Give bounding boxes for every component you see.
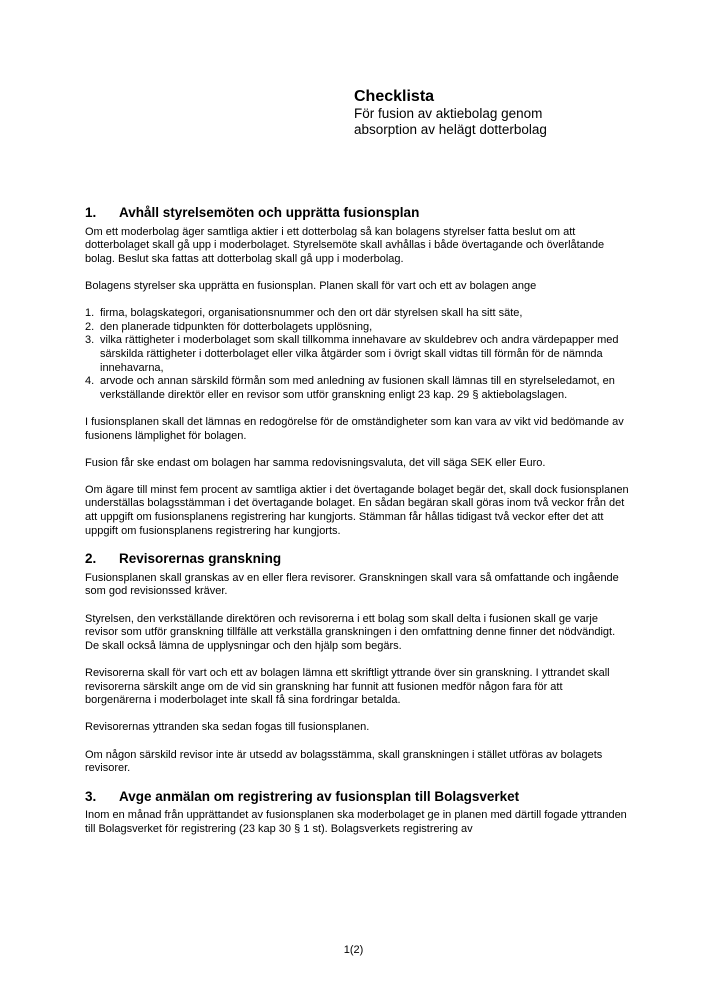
paragraph: Inom en månad från upprättandet av fusionsplanen ska moderbolaget ge in planen med därtill fogade yttranden till Bolagsverket för registrering (23 kap 30 § 1 st). Bolagsverkets registrering av xyxy=(85,809,627,835)
section-3 xyxy=(85,790,630,837)
paragraph: Bolagens styrelser ska upprätta en fusionsplan. Planen skall för vart och ett av bolagen ange xyxy=(85,279,537,292)
list-text: arvode och annan särskild förmån som med anledning av fusionen skall lämnas till en styrelseledamot, en verkställande direktör eller en revisor som utför granskning enligt 23 kap. 29 § aktiebolagslagen. xyxy=(100,375,615,401)
paragraph: I fusionsplanen skall det lämnas en redogörelse för de omständigheter som kan vara av vikt vid bedömande av fusionens lämplighet för bolagen. xyxy=(85,415,624,442)
list-number: 4. xyxy=(85,375,95,388)
paragraph: Om någon särskild revisor inte är utsedd av bolagsstämma, skall granskningen i stället utföras av bolagets revisorer. xyxy=(85,748,603,775)
document-title: Checklista xyxy=(354,88,435,105)
section-number: 1. xyxy=(85,205,97,220)
list-item xyxy=(85,307,630,321)
list-number: 3. xyxy=(85,334,95,347)
paragraph: Om ägare till minst fem procent av samtliga aktier i det övertagande bolaget begär det, skall dock fusionsplanen underställas bolagsstämman i det övertagande bolaget. En sådan begäran skall göras inom två veckor från det att uppgift om fusionsplanens registrering har kungjorts. Stämman får hållas tidigast två veckor efter det att uppgift om fusionsplanens registrering har kungjorts. xyxy=(85,483,629,537)
section-1 xyxy=(85,206,630,538)
paragraph: Styrelsen, den verkställande direktören och revisorerna i ett bolag som skall delta i fusionen skall ge varje revisor som utför granskning tillfälle att verkställa granskningen i den omfattning denne finner det nödvändigt. De skall också lämna de upplysningar och den hjälp som begärs. xyxy=(85,612,616,652)
list-text: firma, bolagskategori, organisationsnummer och den ort där styrelsen skall ha sitt säte, xyxy=(100,307,523,320)
document-subtitle: För fusion av aktiebolag genom absorption av helägt dotterbolag xyxy=(354,106,547,137)
list-number: 2. xyxy=(85,320,95,333)
document-header xyxy=(354,87,684,138)
paragraph: Revisorerna skall för vart och ett av bolagen lämna ett skriftligt yttrande över sin granskning. I yttrandet skall revisorerna särskilt ange om de vid sin granskning har funnit att fusionen medför någon fara för att borgenärerna i moderbolaget inte skall få sina fordringar betalda. xyxy=(85,667,610,707)
paragraph: Om ett moderbolag äger samtliga aktier i ett dotterbolag så kan bolagens styrelser fatta beslut om att dotterbolaget skall gå upp i moderbolaget. Styrelsemöte skall avhållas i både övertagande och överlåtande bolag. Beslut ska fattas att dotterbolag skall gå upp i moderbolag. xyxy=(85,225,605,265)
list-text: vilka rättigheter i moderbolaget som skall tillkomma innehavare av skuldebrev och andra värdepapper med särskilda rättigheter i dotterbolaget eller vilka åtgärder som i övrigt skall vidtas till förmån för de nämnda innehavarna, xyxy=(100,334,619,374)
list-text: den planerade tidpunkten för dotterbolagets upplösning, xyxy=(100,320,373,333)
list-item xyxy=(85,321,630,335)
paragraph: Revisorernas yttranden ska sedan fogas till fusionsplanen. xyxy=(85,721,370,734)
section-heading xyxy=(85,552,630,566)
section-number: 3. xyxy=(85,788,97,804)
section-title: Avhåll styrelsemöten och upprätta fusionsplan xyxy=(119,205,420,220)
list-item xyxy=(85,375,630,402)
page-number: 1(2) xyxy=(343,944,364,956)
section-heading xyxy=(85,790,630,804)
numbered-list xyxy=(85,307,630,402)
paragraph: Fusion får ske endast om bolagen har samma redovisningsvaluta, det vill säga SEK eller Euro. xyxy=(85,456,546,469)
section-title: Avge anmälan om registrering av fusionsplan till Bolagsverket xyxy=(119,788,520,804)
section-number: 2. xyxy=(85,551,97,567)
list-item xyxy=(85,334,630,375)
paragraph: Fusionsplanen skall granskas av en eller flera revisorer. Granskningen skall vara så omfattande och ingående som god revisionssed kräver. xyxy=(85,571,619,598)
section-2 xyxy=(85,552,630,776)
section-heading xyxy=(85,206,630,220)
document-body xyxy=(85,206,630,850)
section-title: Revisorernas granskning xyxy=(119,551,282,567)
list-number: 1. xyxy=(85,307,95,320)
